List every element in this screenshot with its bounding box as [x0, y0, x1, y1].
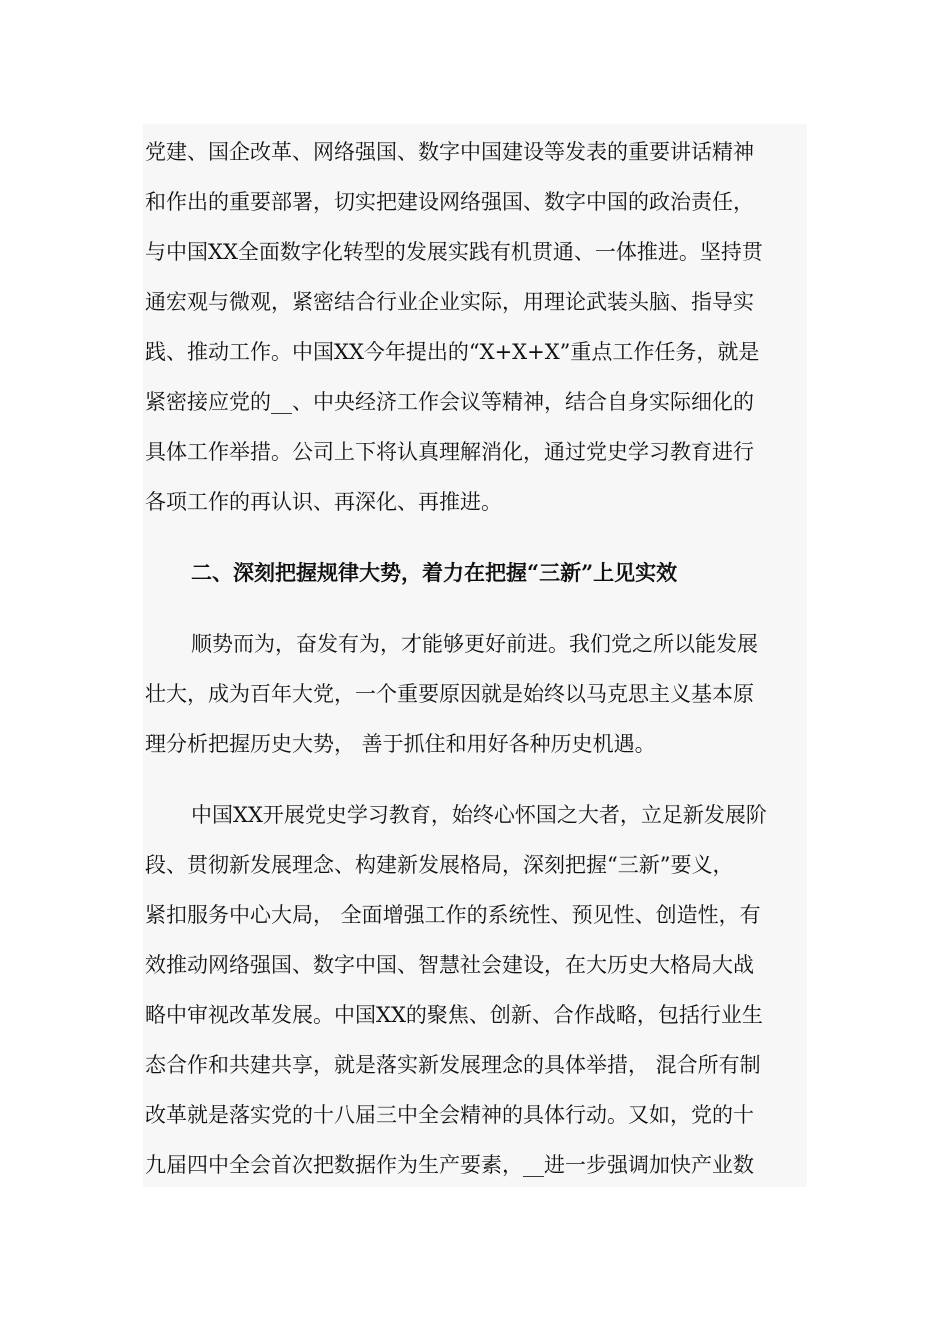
paragraph-line: 壮大，成为百年大党，一个重要原因就是始终以马克思主义基本原 — [145, 682, 754, 706]
document-page — [143, 124, 807, 1187]
paragraph-line: 改革就是落实党的十八届三中全会精神的具体行动。又如，党的十 — [145, 1103, 754, 1127]
paragraph-line: 态合作和共建共享，就是落实新发展理念的具体举措， 混合所有制 — [145, 1053, 761, 1077]
paragraph-line: 理分析把握历史大势， 善于抓住和用好各种历史机遇。 — [145, 732, 656, 756]
paragraph-line: 效推动网络强国、数字中国、智慧社会建设，在大历史大格局大战 — [145, 953, 754, 977]
paragraph-line: 通宏观与微观，紧密结合行业企业实际，用理论武装头脑、指导实 — [145, 290, 754, 314]
section-heading: 二、深刻把握规律大势，着力在把握“三新”上见实效 — [191, 560, 678, 585]
paragraph-line: 党建、国企改革、网络强国、数字中国建设等发表的重要讲话精神 — [145, 140, 754, 164]
paragraph-line: 紧密接应党的__、中央经济工作会议等精神，结合自身实际细化的 — [145, 390, 754, 414]
paragraph-line: 和作出的重要部署，切实把建设网络强国、数字中国的政治责任， — [145, 190, 754, 214]
paragraph-line: 紧扣服务中心大局， 全面增强工作的系统性、预见性、创造性，有 — [145, 903, 761, 927]
paragraph-line: 与中国XX全面数字化转型的发展实践有机贯通、一体推进。坚持贯 — [145, 240, 763, 264]
paragraph-line: 九届四中全会首次把数据作为生产要素，__进一步强调加快产业数 — [145, 1153, 754, 1177]
paragraph-line: 践、推动工作。中国XX今年提出的“X+X+X”重点工作任务，就是 — [145, 340, 760, 364]
paragraph-line: 具体工作举措。公司上下将认真理解消化，通过党史学习教育进行 — [145, 440, 754, 464]
paragraph-line: 段、贯彻新发展理念、构建新发展格局，深刻把握“三新”要义， — [145, 853, 734, 877]
paragraph-line: 中国XX开展党史学习教育，始终心怀国之大者，立足新发展阶 — [191, 803, 767, 827]
paragraph-line: 各项工作的再认识、再深化、再推进。 — [145, 490, 502, 514]
paragraph-line: 略中审视改革发展。中国XX的聚焦、创新、合作战略，包括行业生 — [145, 1003, 763, 1027]
paragraph-line: 顺势而为，奋发有为，才能够更好前进。我们党之所以能发展 — [191, 632, 758, 656]
